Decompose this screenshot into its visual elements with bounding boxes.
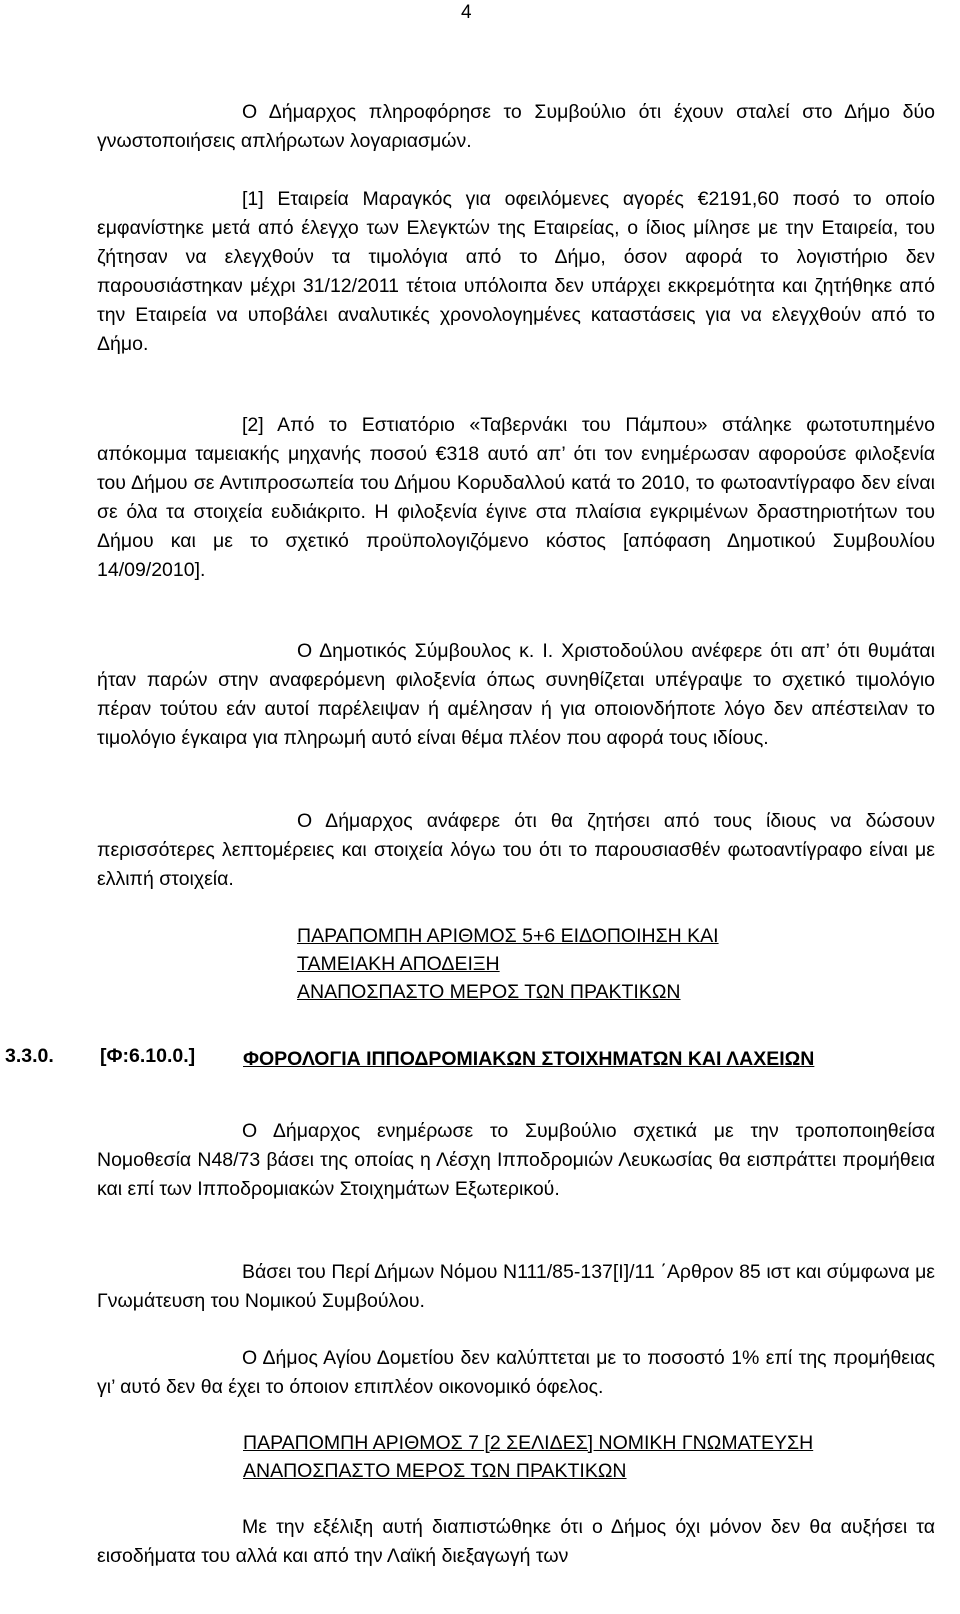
- paragraph-item-1: [1] Εταιρεία Μαραγκός για οφειλόμενες αγορές €2191,60 ποσό το οποίο εμφανίστηκε μετά από έλεγχο των Ελεγκτών της Εταιρείας, ο ίδιος μίλησε με την Εταιρεία, του ζήτησαν να ελεγχθούν τα τιμολόγια από το Δήμο, όσον αφορά το λογιστήριο δεν παρουσιάστηκαν μέχρι 31/12/2011 τέτοια υπόλοιπα δεν υπάρχει εκκρεμότητα και ζητήθηκε από την Εταιρεία να υποβάλει αναλυτικές χρονολογημένες καταστάσεις για να ελεγχθούν από το Δήμο.: [97, 188, 935, 355]
- paragraph-mayor-reply: Ο Δήμαρχος ανάφερε ότι θα ζητήσει από τους ίδιους να δώσουν περισσότερες λεπτομέρειες και στοιχεία λόγω του ότι το παρουσιασθέν φωτοαντίγραφο είναι με ελλιπή στοιχεία.: [97, 810, 935, 890]
- reference-note-1: [297, 922, 719, 1006]
- paragraph-legislation: Ο Δήμαρχος ενημέρωσε το Συμβούλιο σχετικά με την τροποποιηθείσα Νομοθεσία Ν48/73 βάσει της οποίας η Λέσχη Ιπποδρομιών Λευκωσίας θα εισπράττει προμήθεια και επί των Ιπποδρομιακών Στοιχημάτων Εξωτερικού.: [97, 1120, 935, 1200]
- paragraph-intro: Ο Δήμαρχος πληροφόρησε το Συμβούλιο ότι έχουν σταλεί στο Δήμο δύο γνωστοποιήσεις απλήρωτων λογαριασμών.: [97, 101, 935, 152]
- paragraph-municipality: Ο Δήμος Αγίου Δομετίου δεν καλύπτεται με το ποσοστό 1% επί της προμήθειας γι’ αυτό δεν θα έχει το όποιον επιπλέον οικονομικό όφελος.: [97, 1347, 935, 1398]
- paragraph-closing: Με την εξέλιξη αυτή διαπιστώθηκε ότι ο Δήμος όχι μόνον δεν θα αυξήσει τα εισοδήματα του αλλά και από την Λαϊκή διεξαγωγή των: [97, 1516, 935, 1567]
- page-number: 4: [461, 2, 472, 23]
- reference-line: ΠΑΡΑΠΟΜΠΗ ΑΡΙΘΜΟΣ 5+6 ΕΙΔΟΠΟΙΗΣΗ ΚΑΙ: [297, 925, 719, 947]
- reference-line: ΑΝΑΠΟΣΠΑΣΤΟ ΜΕΡΟΣ ΤΩΝ ΠΡΑΚΤΙΚΩΝ: [243, 1460, 627, 1482]
- section-code: [Φ:6.10.0.]: [100, 1045, 196, 1067]
- reference-line: ΑΝΑΠΟΣΠΑΣΤΟ ΜΕΡΟΣ ΤΩΝ ΠΡΑΚΤΙΚΩΝ: [297, 981, 681, 1003]
- reference-note-2: [243, 1429, 813, 1485]
- reference-line: ΤΑΜΕΙΑΚΗ ΑΠΟΔΕΙΞΗ: [297, 953, 500, 975]
- reference-line: ΠΑΡΑΠΟΜΠΗ ΑΡΙΘΜΟΣ 7 [2 ΣΕΛΙΔΕΣ] ΝΟΜΙΚΗ ΓΝΩΜΑΤΕΥΣΗ: [243, 1432, 814, 1454]
- paragraph-councillor: Ο Δημοτικός Σύμβουλος κ. Ι. Χριστοδούλου ανέφερε ότι απ’ ότι θυμάται ήταν παρών στην αναφερόμενη φιλοξενία όπως συνηθίζεται υπέγραψε το σχετικό τιμολόγιο πέραν τούτου εάν αυτοί παρέλειψαν ή αμέλησαν ή για οποιονδήποτε λόγο δεν απέστειλαν το τιμολόγιο έγκαιρα για πληρωμή αυτό είναι θέμα πλέον που αφορά τους ιδίους.: [97, 640, 935, 749]
- paragraph-item-2: [2] Από το Εστιατόριο «Ταβερνάκι του Πάμπου» στάληκε φωτοτυπημένο απόκομμα ταμειακής μηχανής ποσού €318 αυτό απ’ ότι τον ενημέρωσαν αφορούσε φιλοξενία του Δήμου σε Αντιπροσωπεία του Δήμου Κορυδαλλού κατά το 2010, το φωτοαντίγραφο δεν είναι σε όλα τα στοιχεία ευδιάκριτο. Η φιλοξενία έγινε στα πλαίσια εγκριμένων δραστηριοτήτων του Δήμου και με το σχετικό προϋπολογιζόμενο κόστος [απόφαση Δημοτικού Συμβουλίου 14/09/2010].: [97, 414, 935, 581]
- section-title: ΦΟΡΟΛΟΓΙΑ ΙΠΠΟΔΡΟΜΙΑΚΩΝ ΣΤΟΙΧΗΜΑΤΩΝ ΚΑΙ ΛΑΧΕΙΩΝ: [243, 1048, 815, 1070]
- section-number: 3.3.0.: [5, 1045, 54, 1067]
- paragraph-law: Βάσει του Περί Δήμων Νόμου Ν111/85-137[Ι]/11 ΄Αρθρον 85 ιστ και σύμφωνα με Γνωμάτευση του Νομικού Συμβούλου.: [97, 1261, 935, 1312]
